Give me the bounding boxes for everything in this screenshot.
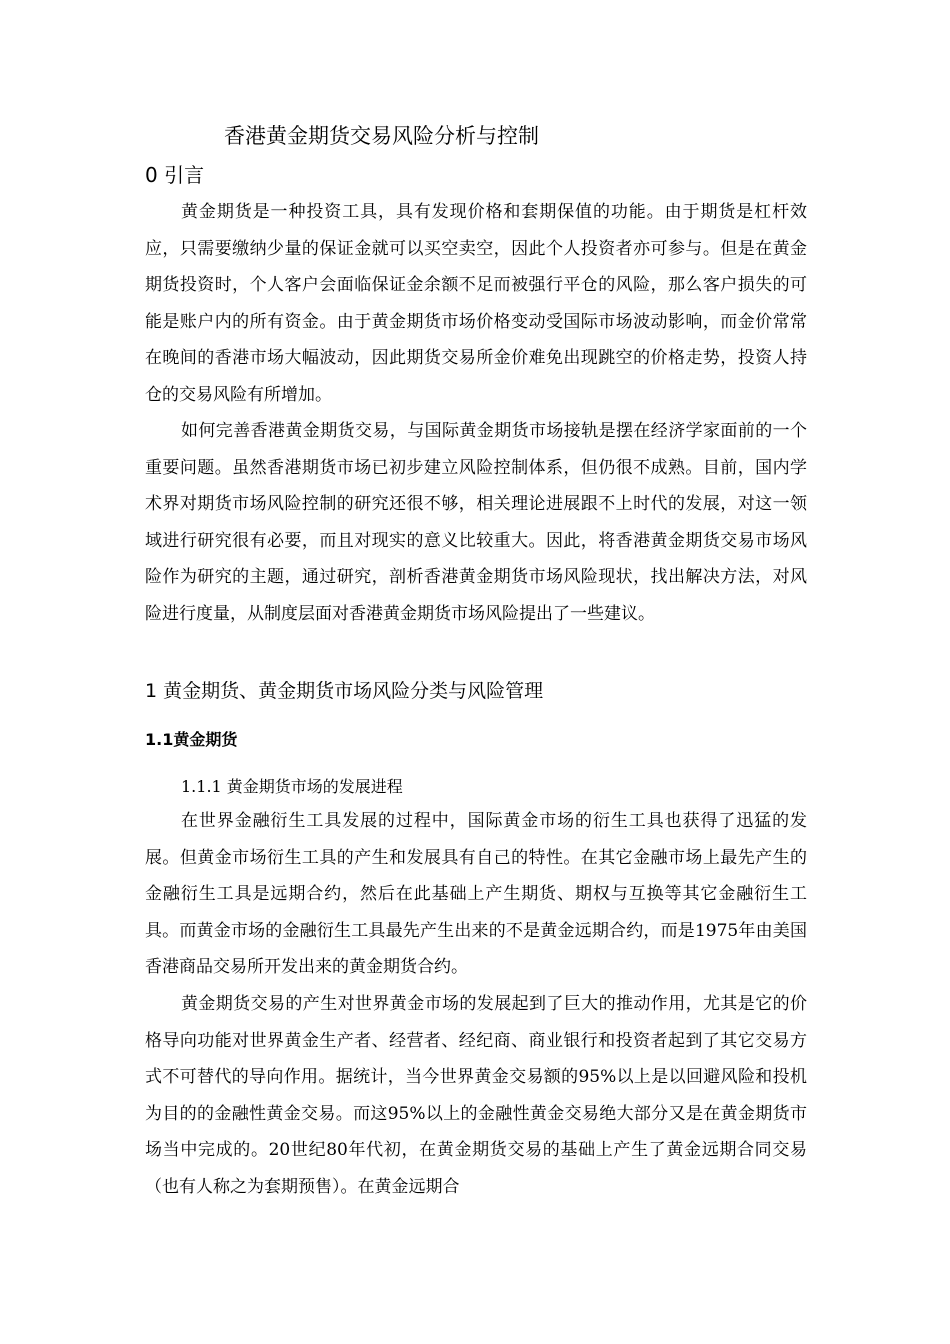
document-title: 香港黄金期货交易风险分析与控制	[224, 124, 539, 148]
section-1-1-1-heading: 1.1.1 黄金期货市场的发展进程	[181, 777, 403, 796]
intro-paragraph-1: 黄金期货是一种投资工具，具有发现价格和套期保值的功能。由于期货是杠杆效应，只需要缴纳少量的保证金就可以买空卖空，因此个人投资者亦可参与。但是在黄金期货投资时，个人客户会面临保证金余额不足而被强行平仓的风险，那么客户损失的可能是账户内的所有资金。由于黄金期货市场价格变动受国际市场波动影响，而金价常常在晚间的香港市场大幅波动，因此期货交易所金价难免出现跳空的价格走势，投资人持仓的交易风险有所增加。	[145, 202, 807, 405]
body-paragraph-1: 在世界金融衍生工具发展的过程中，国际黄金市场的衍生工具也获得了迅猛的发展。但黄金市场衍生工具的产生和发展具有自己的特性。在其它金融市场上最先产生的金融衍生工具是远期合约，然后在此基础上产生期货、期权与互换等其它金融衍生工具。而黄金市场的金融衍生工具最先产生出来的不是黄金远期合约，而是1975年由美国香港商品交易所开发出来的黄金期货合约。	[145, 811, 807, 978]
section-1-1-heading: 1.1黄金期货	[145, 730, 238, 749]
body-paragraph-2: 黄金期货交易的产生对世界黄金市场的发展起到了巨大的推动作用，尤其是它的价格导向功能对世界黄金生产者、经营者、经纪商、商业银行和投资者起到了其它交易方式不可替代的导向作用。据统计，当今世界黄金交易额的95%以上是以回避风险和投机为目的的金融性黄金交易。而这95%以上的金融性黄金交易绝大部分又是在黄金期货市场当中完成的。20世纪80年代初，在黄金期货交易的基础上产生了黄金远期合同交易（也有人称之为套期预售）。在黄金远期合	[145, 994, 807, 1197]
section-1-heading: 1 黄金期货、黄金期货市场风险分类与风险管理	[145, 680, 544, 702]
intro-heading: 0 引言	[145, 163, 205, 187]
intro-paragraph-2: 如何完善香港黄金期货交易，与国际黄金期货市场接轨是摆在经济学家面前的一个重要问题。虽然香港期货市场已初步建立风险控制体系，但仍很不成熟。目前，国内学术界对期货市场风险控制的研究还很不够，相关理论进展跟不上时代的发展，对这一领域进行研究很有必要，而且对现实的意义比较重大。因此，将香港黄金期货交易市场风险作为研究的主题，通过研究，剖析香港黄金期货市场风险现状，找出解决方法，对风险进行度量，从制度层面对香港黄金期货市场风险提出了一些建议。	[145, 421, 807, 624]
